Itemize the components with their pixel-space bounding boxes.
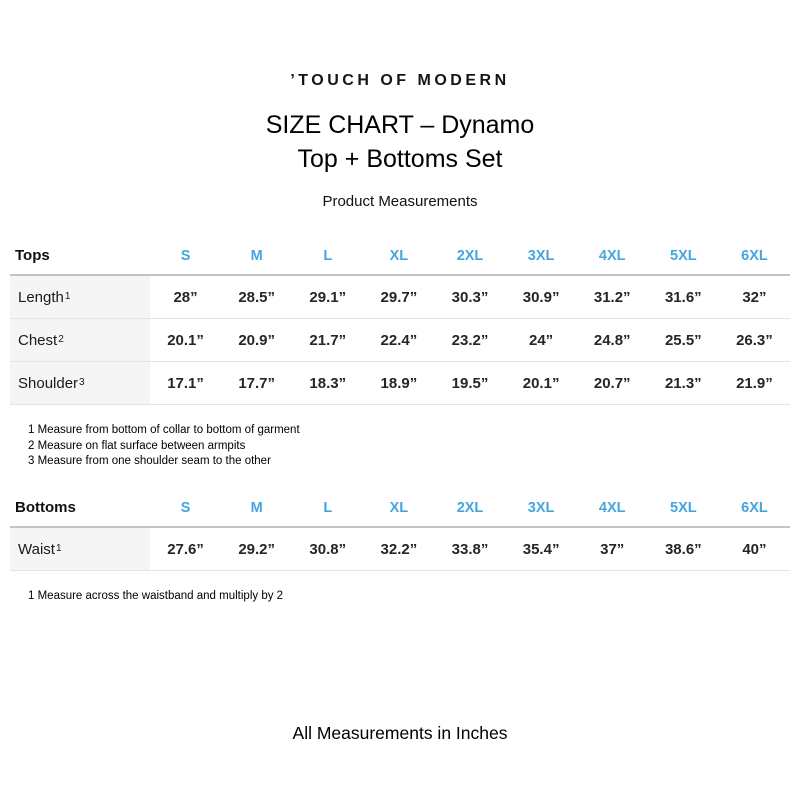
size-header-5xl: 5XL (670, 247, 697, 264)
size-header-m: M (250, 247, 263, 264)
chest-value-l: 21.7” (309, 331, 347, 349)
tops-size-table (10, 237, 790, 405)
length-label-text: Length (18, 288, 64, 306)
waist-value-xl: 32.2” (380, 540, 418, 558)
tops-footnotes (28, 423, 300, 470)
length-value-xl: 29.7” (380, 288, 418, 306)
shoulder-value-l: 18.3” (309, 374, 347, 392)
size-header-5xl: 5XL (670, 499, 697, 516)
waist-value-6xl: 40” (742, 540, 767, 558)
length-value-2xl: 30.3” (451, 288, 489, 306)
size-header-s: S (180, 247, 191, 264)
shoulder-value-5xl: 21.3” (664, 374, 702, 392)
waist-value-4xl: 37” (600, 540, 625, 558)
size-header-4xl: 4XL (598, 499, 626, 516)
length-value-s: 28” (173, 288, 198, 306)
bottoms-size-table (10, 489, 790, 571)
size-header-2xl: 2XL (456, 247, 484, 264)
length-value-4xl: 31.2” (593, 288, 631, 306)
footnote-line: 2 Measure on flat surface between armpits (28, 439, 246, 452)
size-header-l: L (323, 499, 333, 516)
shoulder-row (10, 362, 790, 405)
waist-value-l: 30.8” (309, 540, 347, 558)
chest-value-5xl: 25.5” (664, 331, 702, 349)
chest-label-text: Chest (18, 331, 58, 349)
shoulder-value-xl: 18.9” (380, 374, 418, 392)
waist-label-text: Waist (18, 540, 55, 558)
length-value-m: 28.5” (238, 288, 276, 306)
size-header-l: L (323, 247, 333, 264)
shoulder-value-4xl: 20.7” (593, 374, 631, 392)
size-header-m: M (250, 499, 263, 516)
brand-logo: ʼTOUCH OF MODERN (290, 72, 510, 89)
waist-value-2xl: 33.8” (451, 540, 489, 558)
page-title (0, 108, 800, 176)
length-value-6xl: 32” (742, 288, 767, 306)
shoulder-value-2xl: 19.5” (451, 374, 489, 392)
waist-value-5xl: 38.6” (664, 540, 702, 558)
length-value-l: 29.1” (309, 288, 347, 306)
shoulder-label-text: Shoulder (18, 374, 79, 392)
chest-value-4xl: 24.8” (593, 331, 631, 349)
bottoms-header-row (10, 489, 790, 528)
shoulder-row-label: Shoulder 3 (10, 362, 150, 404)
waist-value-m: 29.2” (238, 540, 276, 558)
size-header-xl: XL (389, 247, 409, 264)
size-header-3xl: 3XL (527, 499, 555, 516)
chest-value-m: 20.9” (238, 331, 276, 349)
footnote-line: 1 Measure across the waistband and multiply by 2 (28, 590, 284, 602)
chest-value-3xl: 24” (529, 331, 554, 349)
title-line-1: SIZE CHART – Dynamo (265, 111, 535, 139)
chest-value-s: 20.1” (167, 331, 204, 349)
footnote-line: 1 Measure from bottom of collar to bottom of garment (28, 424, 300, 436)
chest-row-label: Chest 2 (10, 319, 150, 361)
all-measurements-note: All Measurements in Inches (292, 723, 508, 743)
footnote-line: 3 Measure from one shoulder seam to the other (28, 455, 271, 467)
shoulder-value-m: 17.7” (238, 374, 276, 392)
size-header-xl: XL (389, 499, 409, 516)
shoulder-value-6xl: 21.9” (736, 374, 773, 392)
product-measurements-subtitle: Product Measurements (322, 193, 478, 210)
length-value-5xl: 31.6” (664, 288, 702, 306)
chest-value-2xl: 23.2” (451, 331, 489, 349)
waist-value-s: 27.6” (167, 540, 204, 558)
waist-row (10, 528, 790, 571)
chest-value-6xl: 26.3” (736, 331, 773, 349)
size-header-2xl: 2XL (456, 499, 484, 516)
title-line-2: Top + Bottoms Set (297, 145, 503, 173)
size-header-s: S (180, 499, 191, 516)
size-header-4xl: 4XL (598, 247, 626, 264)
chest-row (10, 319, 790, 362)
chest-value-xl: 22.4” (380, 331, 418, 349)
length-row-label: Length 1 (10, 276, 150, 318)
size-header-6xl: 6XL (741, 247, 768, 264)
bottoms-section-label: Bottoms (15, 499, 76, 516)
shoulder-value-3xl: 20.1” (522, 374, 560, 392)
bottoms-footnotes (28, 589, 283, 605)
waist-row-label: Waist 1 (10, 528, 150, 570)
size-header-6xl: 6XL (741, 499, 768, 516)
waist-value-3xl: 35.4” (522, 540, 560, 558)
size-header-3xl: 3XL (527, 247, 555, 264)
shoulder-value-s: 17.1” (167, 374, 204, 392)
length-value-3xl: 30.9” (522, 288, 560, 306)
length-row (10, 276, 790, 319)
tops-header-row (10, 237, 790, 276)
tops-section-label: Tops (15, 247, 50, 264)
